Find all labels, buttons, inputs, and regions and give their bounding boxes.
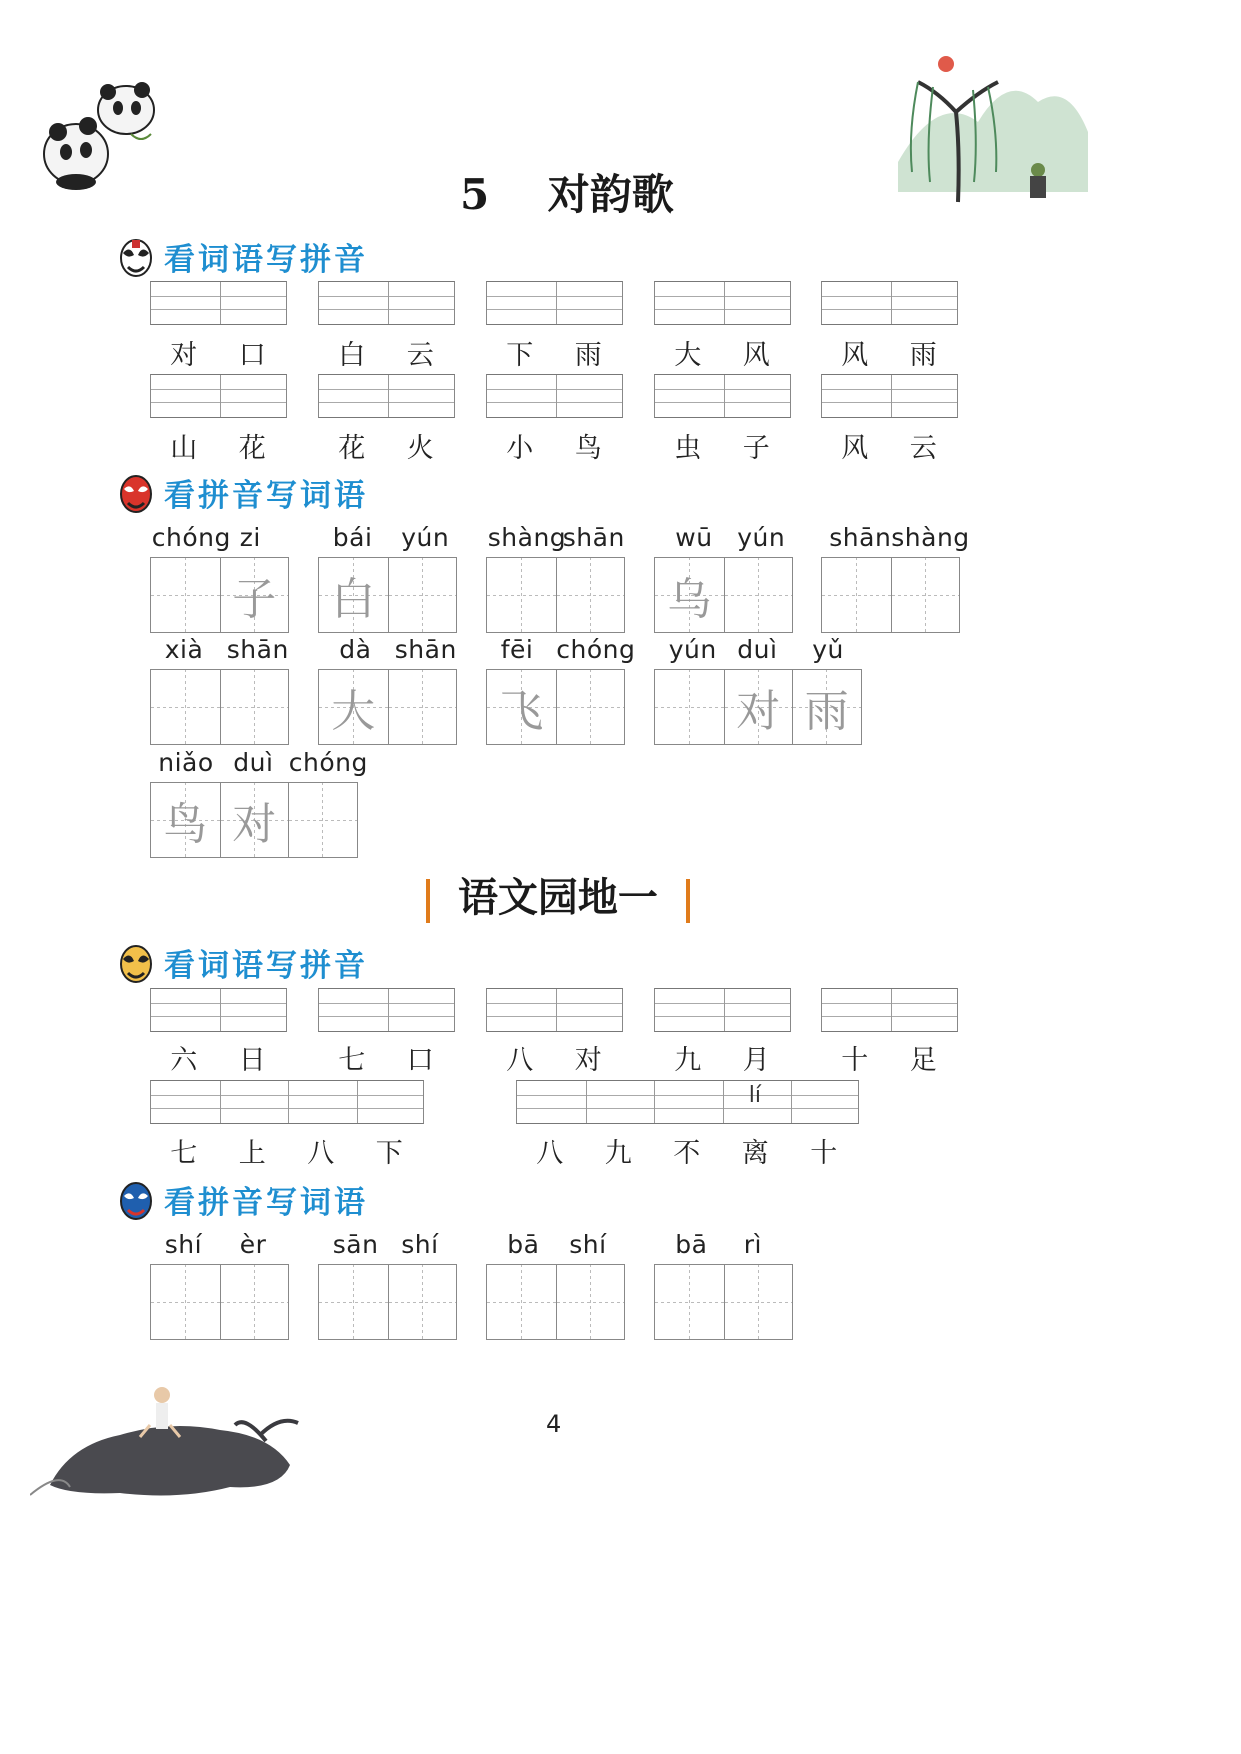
cell-divider	[891, 282, 892, 324]
tianzige-box[interactable]	[150, 557, 289, 633]
trace-char: 雨	[804, 686, 849, 737]
tianzige-box[interactable]	[654, 557, 793, 633]
trace-char: 鸟	[163, 799, 208, 850]
trace-char	[389, 558, 457, 632]
tianzige-cell[interactable]	[151, 558, 220, 632]
tianzige-cell[interactable]	[891, 558, 960, 632]
buffalo-rider-illustration	[30, 1375, 305, 1505]
cell-divider	[556, 375, 557, 417]
trace-char	[221, 670, 289, 744]
pinyin-label: shí	[164, 1230, 203, 1259]
pinyin-label: shān	[394, 635, 457, 664]
pinyin-label: èr	[239, 1230, 267, 1259]
tianzige-box[interactable]	[654, 669, 862, 745]
cell-divider	[891, 375, 892, 417]
pinyin-writing-line[interactable]	[150, 374, 287, 418]
tianzige-cell[interactable]	[151, 670, 220, 744]
word-char: 风	[841, 340, 869, 371]
section2-title-text: 语文园地一	[457, 874, 658, 921]
pinyin-writing-line[interactable]	[654, 374, 791, 418]
section-label: 看拼音写词语	[164, 1185, 368, 1221]
tianzige-box[interactable]	[150, 782, 358, 858]
word-char: 九	[604, 1138, 632, 1169]
word-char: 离	[741, 1138, 769, 1169]
trace-char: 对	[232, 799, 277, 850]
pinyin-label: duì	[737, 635, 778, 664]
cell-divider	[388, 989, 389, 1031]
cell-divider	[220, 282, 221, 324]
willow-landscape-illustration	[898, 52, 1088, 222]
pinyin-label: yǔ	[812, 635, 844, 664]
pinyin-label: shí	[401, 1230, 439, 1259]
trace-char	[655, 1265, 724, 1339]
tianzige-cell[interactable]	[220, 558, 289, 632]
pinyin-label: chóng	[151, 523, 231, 552]
tianzige-cell[interactable]	[151, 1265, 220, 1339]
cell-divider	[288, 1081, 289, 1123]
trace-char	[487, 1265, 556, 1339]
word-char: 山	[170, 433, 198, 464]
pinyin-writing-line[interactable]	[516, 1080, 859, 1124]
section-label: 看词语写拼音	[164, 242, 368, 278]
word-char: 雨	[909, 340, 937, 371]
tianzige-cell[interactable]	[220, 670, 289, 744]
lesson-name: 对韵歌	[547, 170, 674, 219]
pinyin-label: yún	[401, 523, 450, 552]
trace-char	[151, 1265, 220, 1339]
section2-title	[426, 866, 690, 923]
panda-illustration	[36, 74, 166, 194]
word-char: 八	[307, 1138, 335, 1169]
tianzige-cell[interactable]	[220, 1265, 289, 1339]
pinyin-label: rì	[743, 1230, 762, 1259]
trace-char: 对	[736, 686, 781, 737]
pinyin-label: dà	[339, 635, 372, 664]
pinyin-label: niǎo	[158, 748, 214, 777]
pinyin-label: shàng	[891, 523, 970, 552]
tianzige-box[interactable]	[486, 557, 625, 633]
tianzige-box[interactable]	[486, 669, 625, 745]
opera-mask-icon	[118, 473, 154, 513]
cell-divider	[724, 282, 725, 324]
pinyin-label: bā	[675, 1230, 708, 1259]
section-label: 看拼音写词语	[164, 478, 368, 514]
pinyin-writing-line[interactable]	[318, 374, 455, 418]
section-heading-write-words-2	[118, 1177, 368, 1222]
pinyin-writing-line[interactable]	[821, 988, 958, 1032]
cell-divider	[357, 1081, 358, 1123]
cell-divider	[556, 282, 557, 324]
pinyin-writing-line[interactable]	[318, 988, 455, 1032]
cell-divider	[220, 375, 221, 417]
pinyin-label: shān	[829, 523, 892, 552]
cell-divider	[791, 1081, 792, 1123]
tianzige-cell[interactable]	[822, 558, 891, 632]
trace-char	[221, 1265, 289, 1339]
pinyin-writing-line[interactable]	[821, 374, 958, 418]
pinyin-label: shàng	[487, 523, 567, 552]
pinyin-writing-line[interactable]	[150, 281, 287, 325]
tianzige-cell[interactable]	[388, 1265, 457, 1339]
word-char: 花	[338, 433, 366, 464]
word-char: 下	[375, 1138, 403, 1169]
opera-mask-icon	[118, 943, 154, 983]
tianzige-cell[interactable]	[319, 558, 388, 632]
section-heading-write-words-1	[118, 470, 368, 515]
trace-char	[725, 1265, 793, 1339]
cell-divider	[724, 989, 725, 1031]
section-heading-write-pinyin-2	[118, 940, 368, 985]
pinyin-label: bā	[507, 1230, 540, 1259]
tianzige-cell[interactable]	[724, 1265, 793, 1339]
word-char: 下	[506, 340, 534, 371]
trace-char	[487, 558, 556, 632]
trace-char: 大	[331, 686, 376, 737]
tianzige-box[interactable]	[654, 1264, 793, 1340]
title-bar-left	[426, 879, 430, 923]
trace-char: 白	[331, 574, 376, 625]
word-char: 子	[742, 433, 770, 464]
page-number: 4	[546, 1410, 562, 1438]
word-char: 不	[673, 1138, 701, 1169]
trace-char: 乌	[667, 574, 712, 625]
word-char: 对	[170, 340, 198, 371]
cell-divider	[388, 282, 389, 324]
trace-char	[892, 558, 960, 632]
trace-char	[557, 670, 625, 744]
tianzige-cell[interactable]	[319, 670, 388, 744]
word-char: 风	[742, 340, 770, 371]
pinyin-label: yún	[668, 635, 717, 664]
lesson-title	[460, 162, 674, 222]
trace-char	[725, 558, 793, 632]
pinyin-writing-line[interactable]	[150, 1080, 424, 1124]
tianzige-cell[interactable]	[724, 558, 793, 632]
title-bar-right	[686, 879, 690, 923]
word-char: 小	[506, 433, 534, 464]
pinyin-label: bái	[332, 523, 373, 552]
tianzige-cell[interactable]	[151, 783, 220, 857]
pinyin-writing-line[interactable]	[150, 988, 287, 1032]
pinyin-hint: lí	[748, 1083, 761, 1108]
pinyin-writing-line[interactable]	[654, 988, 791, 1032]
word-char: 上	[238, 1138, 266, 1169]
cell-divider	[723, 1081, 724, 1123]
tianzige-cell[interactable]	[556, 670, 625, 744]
section-label: 看词语写拼音	[164, 948, 368, 984]
pinyin-writing-line[interactable]	[318, 281, 455, 325]
pinyin-writing-line[interactable]	[486, 281, 623, 325]
trace-char	[655, 670, 724, 744]
word-char: 风	[841, 433, 869, 464]
pinyin-writing-line[interactable]	[486, 988, 623, 1032]
pinyin-label: shān	[562, 523, 625, 552]
word-char: 云	[406, 340, 434, 371]
word-char: 七	[170, 1138, 198, 1169]
tianzige-cell[interactable]	[487, 1265, 556, 1339]
pinyin-label: yún	[737, 523, 786, 552]
word-char: 雨	[574, 340, 602, 371]
pinyin-label: xià	[164, 635, 204, 664]
cell-divider	[388, 375, 389, 417]
pinyin-label: chóng	[556, 635, 636, 664]
trace-char	[389, 670, 457, 744]
cell-divider	[220, 1081, 221, 1123]
cell-divider	[586, 1081, 587, 1123]
word-char: 白	[338, 340, 366, 371]
word-char: 云	[909, 433, 937, 464]
trace-char	[151, 558, 220, 632]
cell-divider	[891, 989, 892, 1031]
word-char: 九	[674, 1045, 702, 1076]
word-char: 对	[574, 1045, 602, 1076]
trace-char	[557, 1265, 625, 1339]
word-char: 六	[170, 1045, 198, 1076]
tianzige-box[interactable]	[821, 557, 960, 633]
section-heading-write-pinyin-1	[118, 234, 368, 279]
word-char: 大	[674, 340, 702, 371]
tianzige-cell[interactable]	[487, 670, 556, 744]
tianzige-cell[interactable]	[655, 558, 724, 632]
pinyin-label: fēi	[500, 635, 534, 664]
tianzige-box[interactable]	[150, 1264, 289, 1340]
pinyin-label: wū	[675, 523, 713, 552]
word-char: 花	[238, 433, 266, 464]
tianzige-cell[interactable]	[388, 558, 457, 632]
cell-divider	[724, 375, 725, 417]
trace-char: 子	[232, 574, 277, 625]
word-char: 十	[841, 1045, 869, 1076]
trace-char	[389, 1265, 457, 1339]
pinyin-writing-line[interactable]	[486, 374, 623, 418]
tianzige-box[interactable]	[486, 1264, 625, 1340]
tianzige-cell[interactable]	[655, 670, 724, 744]
tianzige-cell[interactable]	[724, 670, 793, 744]
trace-char	[557, 558, 625, 632]
tianzige-cell[interactable]	[288, 783, 357, 857]
word-char: 虫	[674, 433, 702, 464]
opera-mask-icon	[118, 237, 154, 277]
pinyin-label: sān	[332, 1230, 379, 1259]
opera-mask-icon	[118, 1180, 154, 1220]
cell-divider	[654, 1081, 655, 1123]
pinyin-label: shí	[569, 1230, 607, 1259]
word-char: 八	[536, 1138, 564, 1169]
pinyin-label: duì	[233, 748, 274, 777]
tianzige-cell[interactable]	[319, 1265, 388, 1339]
word-char: 足	[909, 1045, 937, 1076]
word-char: 十	[810, 1138, 838, 1169]
word-char: 口	[406, 1045, 434, 1076]
pinyin-label: zi	[239, 523, 261, 552]
trace-char	[289, 783, 357, 857]
cell-divider	[220, 989, 221, 1031]
tianzige-cell[interactable]	[792, 670, 861, 744]
word-char: 口	[238, 340, 266, 371]
tianzige-box[interactable]	[318, 557, 457, 633]
tianzige-box[interactable]	[318, 1264, 457, 1340]
lesson-number: 5	[460, 170, 490, 219]
tianzige-cell[interactable]	[220, 783, 289, 857]
pinyin-writing-line[interactable]	[654, 281, 791, 325]
tianzige-cell[interactable]	[655, 1265, 724, 1339]
trace-char	[319, 1265, 388, 1339]
trace-char	[151, 670, 220, 744]
tianzige-cell[interactable]	[556, 1265, 625, 1339]
word-char: 月	[742, 1045, 770, 1076]
tianzige-cell[interactable]	[487, 558, 556, 632]
word-char: 八	[506, 1045, 534, 1076]
cell-divider	[556, 989, 557, 1031]
tianzige-cell[interactable]	[388, 670, 457, 744]
word-char: 日	[238, 1045, 266, 1076]
tianzige-box[interactable]	[318, 669, 457, 745]
word-char: 七	[338, 1045, 366, 1076]
word-char: 鸟	[574, 433, 602, 464]
word-char: 火	[406, 433, 434, 464]
tianzige-box[interactable]	[150, 669, 289, 745]
trace-char: 飞	[499, 686, 544, 737]
tianzige-cell[interactable]	[556, 558, 625, 632]
pinyin-writing-line[interactable]	[821, 281, 958, 325]
trace-char	[822, 558, 891, 632]
pinyin-label: chóng	[288, 748, 368, 777]
pinyin-label: shān	[226, 635, 289, 664]
